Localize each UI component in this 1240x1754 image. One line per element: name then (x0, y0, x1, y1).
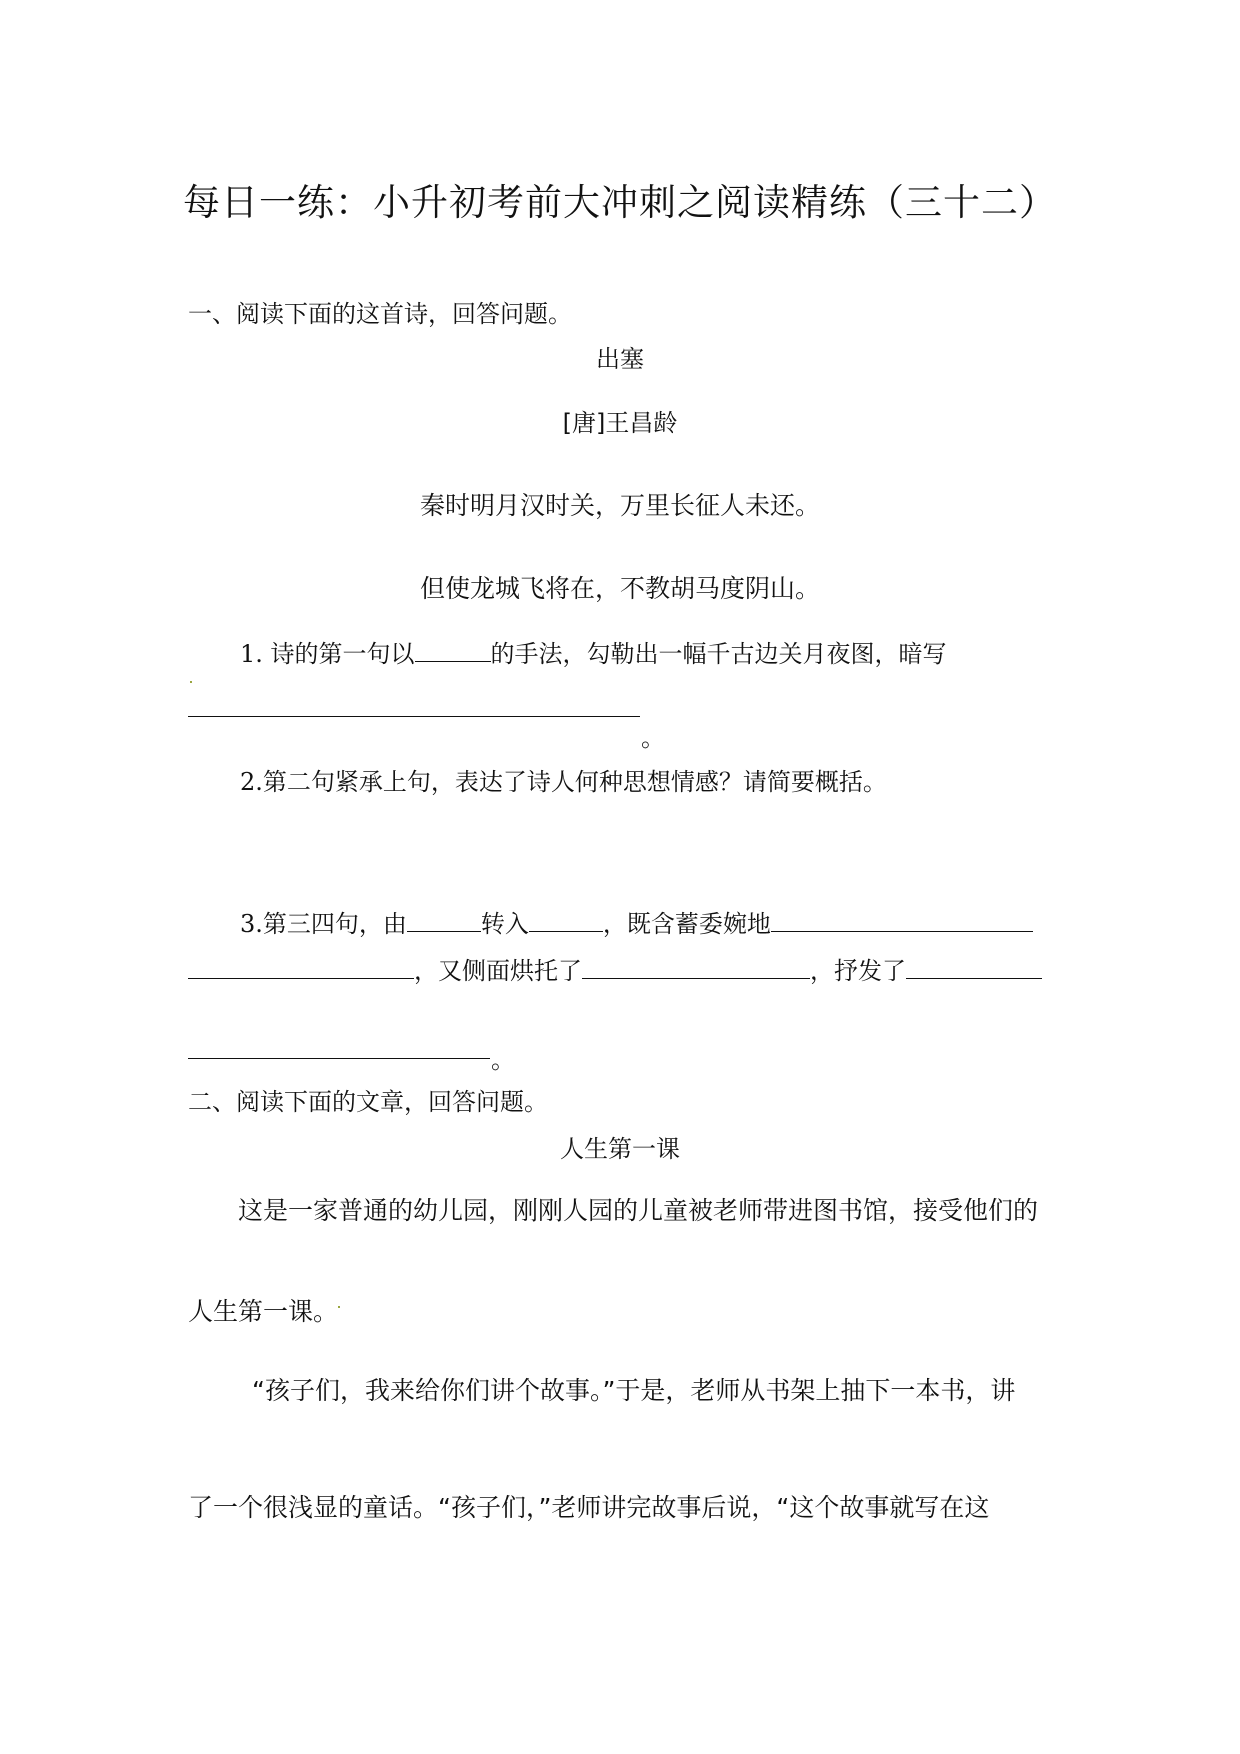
section-2-heading: 二、阅读下面的文章，回答问题。 (188, 1088, 548, 1116)
question-3-text-a: 3.第三四句，由 (240, 910, 407, 938)
section-1-heading: 一、阅读下面的这首诗，回答问题。 (188, 300, 572, 328)
question-1-blank-1[interactable] (415, 635, 491, 662)
poem-author: [唐]王昌龄 (562, 409, 678, 437)
page-title: 每日一练：小升初考前大冲刺之阅读精练（三十二） (183, 181, 1057, 224)
question-1 (240, 634, 947, 669)
poem-line-1: 秦时明月汉时关，万里长征人未还。 (419, 491, 820, 520)
question-3-text-e: ，抒发了 (810, 957, 906, 985)
question-3-blank-3[interactable] (771, 905, 1033, 932)
article-title: 人生第一课 (560, 1135, 680, 1163)
question-3-text-d: ，又侧面烘托了 (414, 957, 582, 985)
stray-dot (338, 1306, 340, 1308)
question-3-blank-4[interactable] (188, 952, 414, 979)
paragraph-2-line-2: 了一个很浅显的童话。“孩子们，”老师讲完故事后说，“这个故事就写在这 (188, 1493, 990, 1522)
question-3-end: 。 (491, 1046, 515, 1074)
question-3-blank-1[interactable] (407, 905, 481, 932)
question-3-blank-2[interactable] (529, 905, 603, 932)
poem-line-2: 但使龙城飞将在，不教胡马度阴山。 (419, 574, 820, 603)
stray-dot (190, 681, 192, 683)
question-3-line-1 (240, 904, 1033, 939)
question-3-blank-5[interactable] (582, 952, 810, 979)
question-3-text-b: 转入 (480, 910, 529, 938)
question-3-text-c: ，既含蓄委婉地 (602, 910, 771, 938)
question-1-text-b: 的手法，勾勒出一幅千古边关月夜图，暗写 (490, 640, 947, 668)
question-1-answer-line[interactable] (188, 716, 640, 717)
paragraph-1-line-1: 这是一家普通的幼儿园，刚刚人园的儿童被老师带进图书馆，接受他们的 (238, 1196, 1039, 1225)
question-3-answer-line[interactable] (188, 1058, 490, 1059)
paragraph-1-line-2: 人生第一课。 (188, 1297, 339, 1326)
paragraph-2-line-1: “孩子们，我来给你们讲个故事。”于是，老师从书架上抽下一本书，讲 (252, 1376, 1016, 1405)
poem-title: 出塞 (596, 345, 644, 373)
question-1-end: 。 (641, 724, 665, 752)
question-3-blank-6[interactable] (906, 952, 1042, 979)
question-2: 2.第二句紧承上句，表达了诗人何种思想情感？请简要概括。 (240, 768, 887, 796)
question-1-text-a: 1. 诗的第一句以 (240, 640, 415, 668)
question-3-line-2 (188, 951, 1042, 986)
